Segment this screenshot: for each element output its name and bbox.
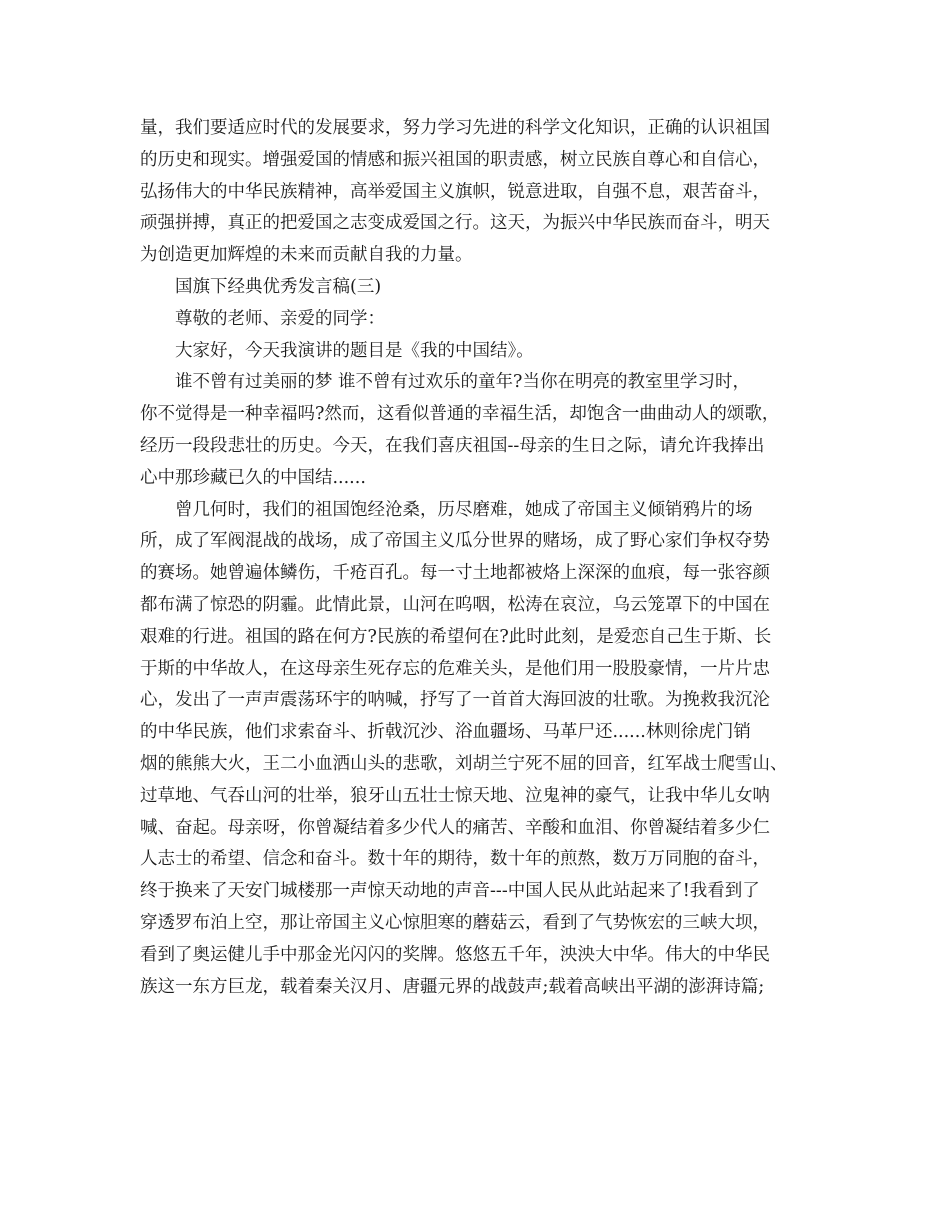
paragraph (140, 495, 830, 1004)
paragraph (140, 272, 830, 304)
paragraph (140, 367, 830, 494)
paragraph (140, 336, 830, 368)
text-line: 看到了奥运健儿手中那金光闪闪的奖牌。悠悠五千年，泱泱大中华。伟大的中华民 (140, 944, 770, 965)
text-line: 的中华民族，他们求索奋斗、折戟沉沙、浴血疆场、马革尸还......林则徐虎门销 (140, 722, 751, 743)
text-line: 尊敬的老师、亲爱的同学： (175, 308, 385, 329)
text-line: 经历一段段悲壮的历史。今天，在我们喜庆祖国--母亲的生日之际，请允许我捧出 (140, 435, 765, 456)
text-line: 弘扬伟大的中华民族精神，高举爱国主义旗帜，锐意进取，自强不息，艰苦奋斗， (140, 181, 770, 202)
text-line: 烟的熊熊大火，王二小血洒山头的悲歌，刘胡兰宁死不屈的回音，红军战士爬雪山、 (140, 753, 788, 774)
text-line: 曾几何时，我们的祖国饱经沧桑，历尽磨难，她成了帝国主义倾销鸦片的场 (175, 499, 753, 520)
text-line: 心中那珍藏已久的中国结...... (140, 467, 366, 488)
text-line: 谁不曾有过美丽的梦 谁不曾有过欢乐的童年?当你在明亮的教室里学习时， (175, 372, 750, 393)
text-line: 量，我们要适应时代的发展要求，努力学习先进的科学文化知识，正确的认识祖国 (140, 118, 770, 138)
text-line: 都布满了惊恐的阴霾。此情此景，山河在呜咽，松涛在哀泣，乌云笼罩下的中国在 (140, 594, 770, 615)
text-line: 心，发出了一声声震荡环宇的呐喊，抒写了一首首大海回波的壮歌。为挽救我沉沦 (140, 690, 770, 711)
text-line: 大家好，今天我演讲的题目是《我的中国结》。 (175, 340, 534, 361)
text-line: 人志士的希望、信念和奋斗。数十年的期待，数十年的煎熬，数万万同胞的奋斗， (140, 849, 770, 870)
text-line: 所，成了军阀混战的战场，成了帝国主义瓜分世界的赌场，成了野心家们争权夺势 (140, 531, 770, 552)
text-line: 国旗下经典优秀发言稿(三) (175, 276, 382, 297)
text-line: 过草地、气吞山河的壮举，狼牙山五壮士惊天地、泣鬼神的豪气，让我中华儿女呐 (140, 785, 770, 806)
text-line: 终于换来了天安门城楼那一声惊天动地的声音---中国人民从此站起来了!我看到了 (140, 881, 760, 902)
text-line: 于斯的中华故人，在这母亲生死存忘的危难关头，是他们用一股股豪情，一片片忠 (140, 658, 770, 679)
text-line: 你不觉得是一种幸福吗?然而，这看似普通的幸福生活，却饱含一曲曲动人的颂歌， (140, 404, 780, 425)
text-line: 穿透罗布泊上空，那让帝国主义心惊胆寒的蘑菇云，看到了气势恢宏的三峡大坝， (140, 912, 770, 933)
text-line: 的历史和现实。增强爱国的情感和振兴祖国的职责感，树立民族自尊心和自信心， (140, 149, 770, 170)
text-line: 顽强拼搏，真正的把爱国之志变成爱国之行。这天，为振兴中华民族而奋斗，明天 (140, 213, 770, 234)
text-line: 的赛场。她曾遍体鳞伤，千疮百孔。每一寸土地都被烙上深深的血痕，每一张容颜 (140, 563, 770, 584)
text-line: 为创造更加辉煌的未来而贡献自我的力量。 (140, 245, 473, 266)
text-line: 艰难的行进。祖国的路在何方?民族的希望何在?此时此刻，是爱恋自己生于斯、长 (140, 626, 772, 647)
document-page (140, 113, 830, 1003)
paragraph (140, 304, 830, 336)
text-line: 喊、奋起。母亲呀，你曾凝结着多少代人的痛苦、辛酸和血泪、你曾凝结着多少仁 (140, 817, 770, 838)
paragraph (140, 113, 830, 272)
text-line: 族这一东方巨龙，载着秦关汉月、唐疆元界的战鼓声;载着高峡出平湖的澎湃诗篇; (140, 976, 765, 997)
